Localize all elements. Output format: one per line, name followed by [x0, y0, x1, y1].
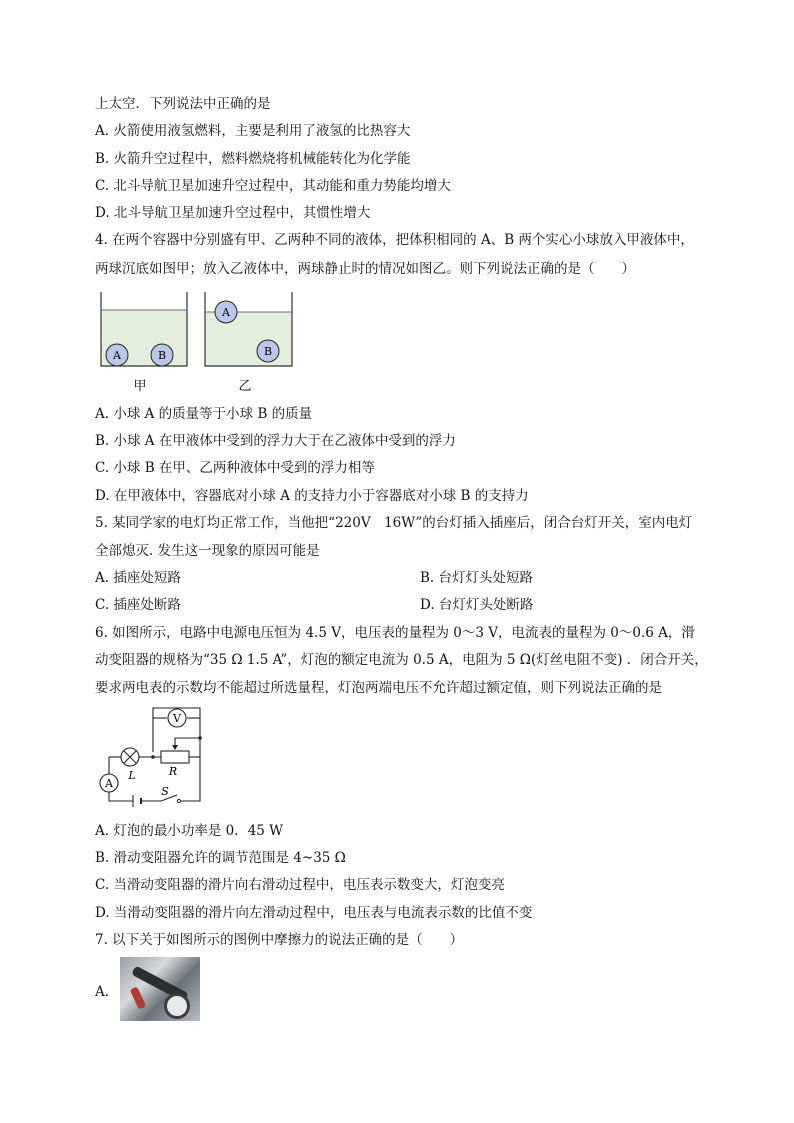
ball-b-yi-label: B — [263, 345, 273, 358]
q5-option-d: D. 台灯灯头处断路 — [420, 597, 534, 613]
q5-option-b: B. 台灯灯头处短路 — [420, 570, 534, 586]
rheostat-label: R — [168, 765, 178, 778]
q6-option-a: A. 灯泡的最小功率是 0．45 W — [95, 823, 284, 839]
q6-option-d: D. 当滑动变阻器的滑片向左滑动过程中，电压表与电流表示数的比值不变 — [95, 905, 533, 921]
ball-a-yi-label: A — [222, 306, 230, 319]
q6-option-b: B. 滑动变阻器允许的调节范围是 4~35 Ω — [95, 850, 346, 866]
q3-option-c: C. 北斗导航卫星加速升空过程中，其动能和重力势能均增大 — [95, 178, 451, 194]
ball-b-jia-label: B — [157, 349, 167, 362]
ball-a-jia-label: A — [113, 349, 121, 362]
q4-figure — [95, 288, 300, 396]
q4-option-d: D. 在甲液体中，容器底对小球 A 的支持力小于容器底对小球 B 的支持力 — [95, 488, 529, 504]
q6-stem-line2: 动变阻器的规格为“35 Ω 1.5 A”，灯泡的额定电流为 0.5 A，电阻为 5 Ω(灯丝电阻不变) ．闭合开关， — [95, 652, 708, 668]
q5-option-a: A. 插座处短路 — [95, 570, 181, 586]
switch-label: S — [161, 785, 169, 798]
q3-stem-tail: 上太空．下列说法中正确的是 — [95, 96, 271, 112]
lamp-label: L — [128, 769, 136, 782]
label-yi: 乙 — [238, 379, 252, 394]
rheostat — [161, 751, 189, 763]
q3-option-a: A. 火箭使用液氢燃料，主要是利用了液氢的比热容大 — [95, 123, 411, 139]
q6-stem-line1: 6. 如图所示，电路中电源电压恒为 4.5 V，电压表的量程为 0～3 V，电流表的量程为 0～0.6 A，滑 — [95, 625, 695, 641]
q5-stem-line1: 5. 某同学家的电灯均正常工作，当他把“220V 16W”的台灯插入插座后，闭合台灯开关，室内电灯 — [95, 515, 693, 531]
q6-circuit-diagram — [95, 705, 215, 810]
q6-option-c: C. 当滑动变阻器的滑片向右滑动过程中，电压表示数变大，灯泡变亮 — [95, 877, 505, 893]
q4-option-a: A. 小球 A 的质量等于小球 B 的质量 — [95, 406, 313, 422]
q6-stem-line3: 要求两电表的示数均不能超过所选量程，灯泡两端电压不允许超过额定值，则下列说法正确的是 — [95, 680, 662, 696]
q7-stem: 7. 以下关于如图所示的图例中摩擦力的说法正确的是（ ） — [95, 932, 464, 948]
q7-option-a-photo — [120, 957, 200, 1021]
q4-option-c: C. 小球 B 在甲、乙两种液体中受到的浮力相等 — [95, 460, 375, 476]
label-jia: 甲 — [133, 379, 147, 394]
q5-stem-line2: 全部熄灭. 发生这一现象的原因可能是 — [95, 543, 320, 559]
q4-stem-line2: 两球沉底如图甲；放入乙液体中，两球静止时的情况如图乙。则下列说法正确的是（ ） — [95, 261, 635, 277]
q4-stem-line1: 4. 在两个容器中分别盛有甲、乙两种不同的液体，把体积相同的 A、B 两个实心小球放入甲液体中， — [95, 232, 694, 248]
q3-option-b: B. 火箭升空过程中，燃料燃烧将机械能转化为化学能 — [95, 151, 411, 167]
q3-option-d: D. 北斗导航卫星加速升空过程中，其惯性增大 — [95, 205, 371, 221]
ammeter-label: A — [105, 777, 113, 790]
voltmeter-label: V — [173, 712, 181, 725]
q7-option-a-label: A. — [95, 984, 110, 1000]
q5-option-c: C. 插座处断路 — [95, 597, 181, 613]
q4-option-b: B. 小球 A 在甲液体中受到的浮力大于在乙液体中受到的浮力 — [95, 433, 456, 449]
